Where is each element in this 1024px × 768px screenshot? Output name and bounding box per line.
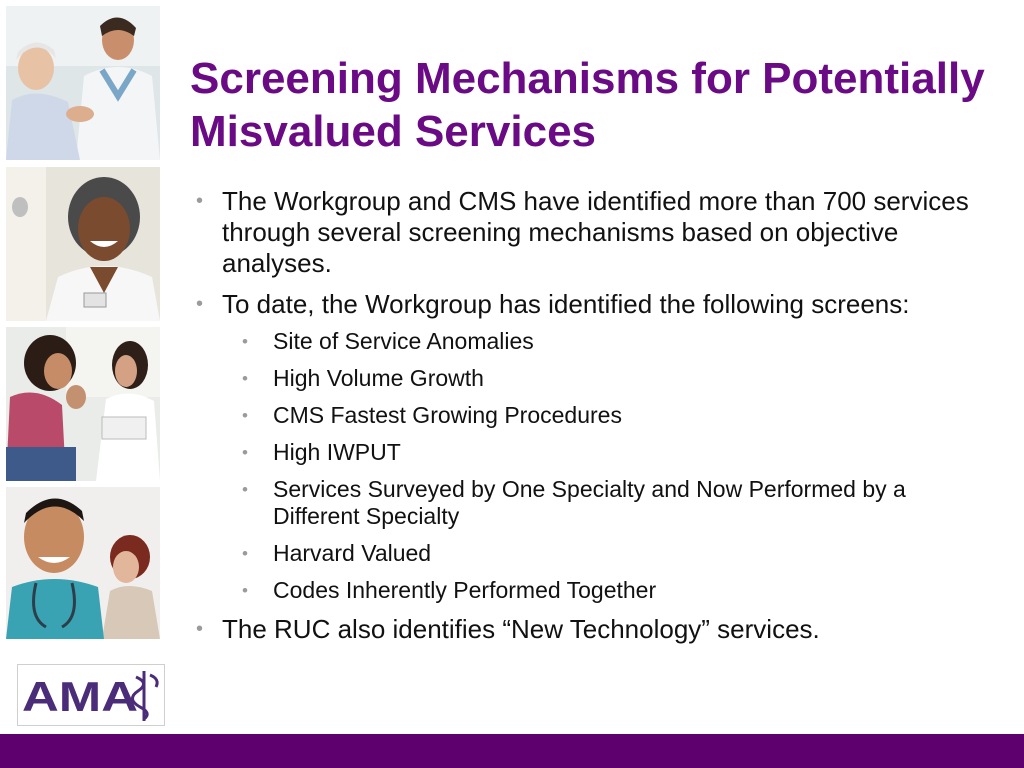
ama-logo: [17, 664, 165, 726]
screen-item: [222, 402, 996, 429]
bullet-icon: •: [242, 581, 248, 600]
screen-item: [222, 476, 996, 530]
bullet-item: [196, 289, 996, 604]
bullet-icon: •: [242, 443, 248, 462]
bullet-icon: •: [196, 190, 204, 212]
screen-text: Codes Inherently Performed Together: [273, 577, 657, 603]
bullet-item: [196, 186, 996, 279]
screen-text: Services Surveyed by One Specialty and Now Performed by a Different Specialty: [273, 476, 906, 529]
screen-text: CMS Fastest Growing Procedures: [273, 402, 622, 428]
bullet-list: [196, 186, 996, 655]
screen-text: High IWPUT: [273, 439, 401, 465]
screen-text: Site of Service Anomalies: [273, 328, 534, 354]
screen-item: [222, 328, 996, 355]
bullet-text: The RUC also identifies “New Technology” services.: [222, 614, 820, 644]
slide-title: Screening Mechanisms for Potentially Misvalued Services: [190, 54, 985, 156]
bullet-item: [196, 614, 996, 645]
footer-bar: [0, 734, 1024, 768]
bullet-icon: •: [242, 480, 248, 499]
bullet-icon: •: [242, 332, 248, 351]
photo-smiling-nurse: [6, 167, 160, 321]
photo-male-nurse: [6, 487, 160, 639]
bullet-icon: •: [242, 369, 248, 388]
bullet-icon: •: [242, 544, 248, 563]
bullet-icon: •: [196, 618, 204, 640]
screen-item: [222, 577, 996, 604]
screen-text: Harvard Valued: [273, 540, 432, 566]
screens-list: [222, 328, 996, 604]
bullet-text: The Workgroup and CMS have identified more than 700 services through several screening mechanisms based on objective analyses.: [222, 186, 969, 278]
screen-item: [222, 540, 996, 567]
screen-text: High Volume Growth: [273, 365, 484, 391]
bullet-icon: •: [196, 293, 204, 315]
bullet-text: To date, the Workgroup has identified the following screens:: [222, 289, 910, 319]
svg-text:AMA: AMA: [22, 673, 138, 720]
screen-item: [222, 365, 996, 392]
photo-doctor-elderly-patient: [6, 6, 160, 160]
bullet-icon: •: [242, 406, 248, 425]
photo-mother-child-doctor: [6, 327, 160, 481]
screen-item: [222, 439, 996, 466]
